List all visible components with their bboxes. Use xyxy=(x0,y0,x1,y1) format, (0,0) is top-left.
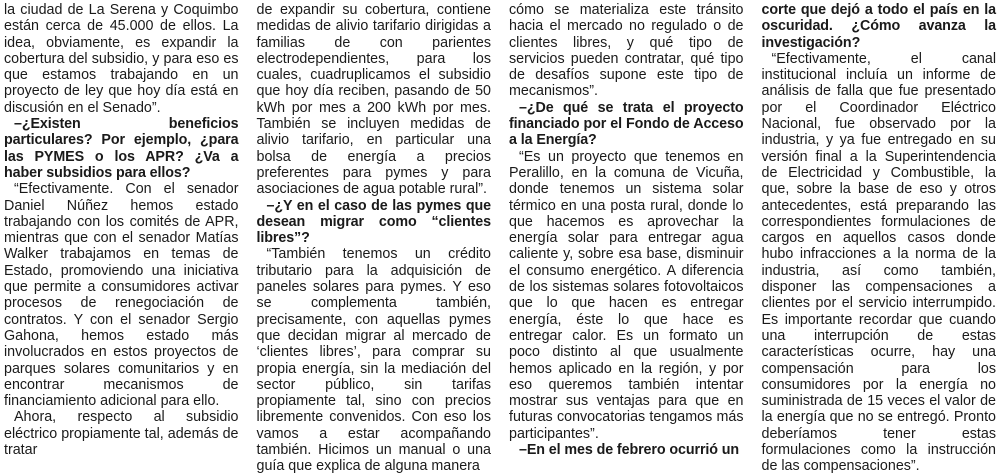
paragraph: “Es un proyecto que tenemos en Peralillo, en la comuna de Vicuña, donde tenemos un sistema solar térmico en una posta rural, donde lo que hacemos es aprovechar la energía solar para entregar agua caliente y, sobre esa base, disminuir el consumo energético. A diferencia de los sistemas solares fotovoltaicos que lo que hacen es entregar energía, éste lo que hace es entregar calor. Es un formato un poco distinto al que usualmente hemos aplicado en la región, y por eso queremos también intentar mostrar sus ventajas para que en futuras convocatorias tengamos más participantes”. xyxy=(509,148,744,442)
interview-question: –En el mes de febrero ocurrió un xyxy=(519,442,740,459)
paragraph: Ahora, respecto al subsidio eléctrico propiamente tal, además de tratar xyxy=(4,409,239,459)
interview-question: –¿Existen beneficios particulares? Por ejemplo, ¿para las PYMES o los APR? ¿Va a haber subsidios para ellos? xyxy=(4,116,239,181)
paragraph: “Efectivamente, el canal institucional incluía un informe de análisis de falla que fue presentado por el Coordinador Eléctrico Nacional, fue observado por la industria, y ya fue entregado en su versión final a la Superintendencia de Electricidad y Combustible, la que, sobre la base de eso y otros antecedentes, está preparando las correspondientes formulaciones de cargos en aquellos casos donde hubo infracciones a la norma de la industria, así como también, disponer las compensaciones a clientes por el servicio interrumpido. Es importante recordar que cuando una interrupción de estas características ocurre, hay una compensación para los consumidores por la energía no suministrada de 15 veces el valor de la energía que no se entregó. Pronto deberíamos tener estas formulaciones como la instrucción de las compensaciones”. xyxy=(761,50,996,475)
paragraph: “También tenemos un crédito tributario para la adquisición de paneles solares para pymes. Y eso se complementa también, precisamente, con aquellas pymes que decidan migrar al mercado de ‘clientes libres’, para comprar su propia energía, sin la mediación del sector público, sin tarifas propiamente tal, sino con precios libremente convenidos. Con eso los vamos a estar acompañando también. Hicimos un manual o una guía que explica de alguna manera xyxy=(256,246,491,475)
paragraph: “Efectivamente. Con el senador Daniel Núñez hemos estado trabajando con los comités de APR, mientras que con el senador Matías Walker trabajamos en temas de Estado, promoviendo una iniciativa que permite a consumidores activar procesos de renegociación de contratos. Y con el senador Sergio Gahona, hemos estado más involucrados en estos proyectos de parques solares comunitarios y en encontrar mecanismos de financiamiento adicional para ello. xyxy=(4,181,239,410)
interview-question: corte que dejó a todo el país en la oscuridad. ¿Cómo avanza la investigación? xyxy=(761,2,996,51)
interview-question: –¿De qué se trata el proyecto financiado por el Fondo de Acceso a la Energía? xyxy=(509,99,744,149)
paragraph: la ciudad de La Serena y Coquimbo están cerca de 45.000 de ellos. La idea, obviamente, es expandir la cobertura del subsidio, y para eso es que estamos trabajando en un proyecto de ley que hoy día está en discusión en el Senado”. xyxy=(4,2,239,116)
paragraph: de expandir su cobertura, contiene medidas de alivio tarifario dirigidas a familias de con parientes electrodependientes, para los cuales, cuadruplicamos el subsidio que hoy día reciben, pasando de 50 kWh por mes a 200 kWh por mes. También se incluyen medidas de alivio tarifario, en particular una bolsa de energía a precios preferentes para pymes y para asociaciones de agua potable rural”. xyxy=(256,2,491,198)
article-column-4 xyxy=(761,2,997,475)
paragraph: cómo se materializa este tránsito hacia el mercado no regulado o de clientes libres, y qué tipo de servicios pueden contratar, qué tipo de desafíos supone este tipo de mecanismos”. xyxy=(509,2,744,100)
interview-question: –¿Y en el caso de las pymes que desean migrar como “clientes libres”? xyxy=(256,197,491,247)
article-column-1 xyxy=(4,2,239,459)
article-column-2 xyxy=(256,2,492,475)
article-column-3 xyxy=(509,2,744,459)
